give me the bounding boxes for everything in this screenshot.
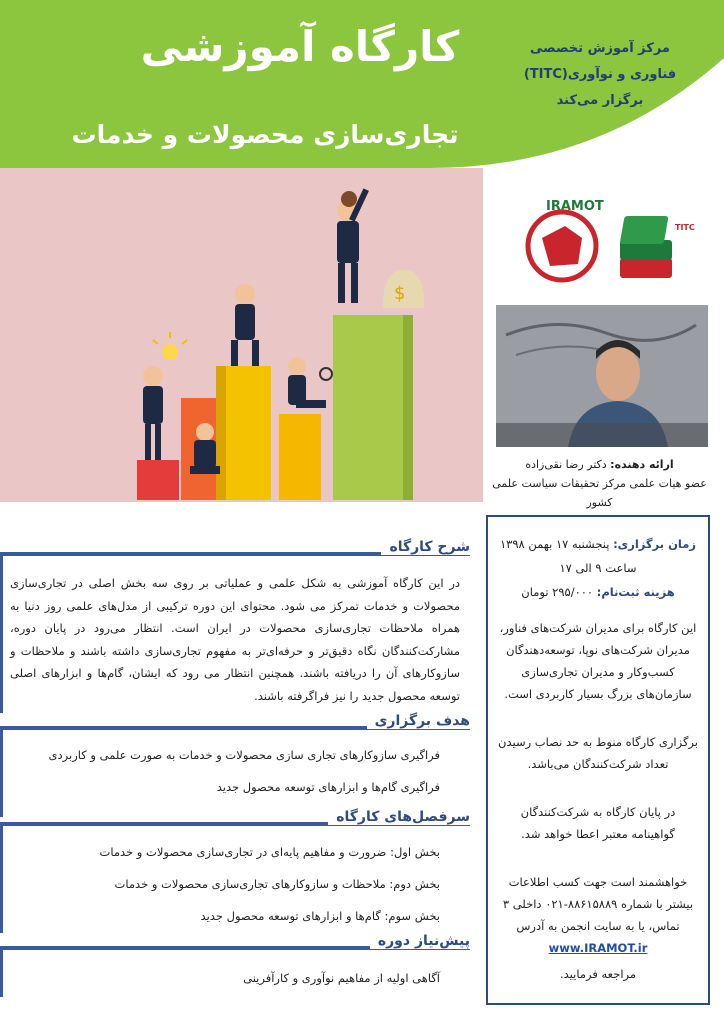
presenter-info xyxy=(483,455,716,512)
audience-text: این کارگاه برای مدیران شرکت‌های فناور، مدیران شرکت‌های نوپا، توسعه‌دهندگان کسب‌وکار و مدیران تجاری‌سازی سازمان‌های بزرگ بسیار کاربردی است. xyxy=(499,621,697,701)
fee-line xyxy=(498,581,698,603)
contact-text: خواهشمند است جهت کسب اطلاعات بیشتر با شماره ۸۸۶۱۵۸۸۹-۰۲۱ داخلی ۳ تماس، یا به سایت انجمن به آدرس xyxy=(502,875,694,933)
organizer-line-1: مرکز آموزش تخصصی xyxy=(530,41,670,56)
presenter-name-line xyxy=(483,455,716,474)
event-info-box xyxy=(486,515,710,1005)
presenter-affiliation: عضو هیات علمی مرکز تحقیقات سیاست علمی کشور xyxy=(492,477,707,509)
section-description-header xyxy=(0,539,470,563)
presenter-photo-image xyxy=(496,305,708,447)
outline-item: بخش اول: ضرورت و مفاهیم پایه‌ای در تجاری‌سازی محصولات و خدمات xyxy=(99,845,440,859)
section-prereq-list xyxy=(10,969,460,1001)
titc-logo-text: TITC xyxy=(675,223,695,232)
presenter-name: دکتر رضا نقی‌زاده xyxy=(525,458,607,471)
svg-text:$: $ xyxy=(394,283,406,304)
section-outline-title: سرفصل‌های کارگاه xyxy=(328,809,470,825)
section-outline-list xyxy=(10,843,460,939)
workshop-title: کارگاه آموزشی xyxy=(140,22,460,71)
website-link[interactable]: www.IRAMOT.ir xyxy=(548,941,648,955)
certificate-text: در پایان کارگاه به شرکت‌کنندگان گواهینامه معتبر اعطا خواهد شد. xyxy=(520,805,676,841)
iramot-titc-logos xyxy=(520,198,700,298)
organizer-text xyxy=(500,36,700,114)
growth-bars-image xyxy=(0,168,483,502)
section-description-title: شرح کارگاه xyxy=(381,539,470,555)
section-side-bar xyxy=(0,553,3,713)
header-banner xyxy=(0,0,724,168)
presenter-label: ارائه دهنده: xyxy=(610,458,674,471)
fee-value: ۲۹۵/۰۰۰ تومان xyxy=(521,585,594,599)
date-value: پنجشنبه ۱۷ بهمن ۱۳۹۸ xyxy=(500,537,610,551)
date-line xyxy=(498,533,698,555)
section-prereq-header xyxy=(0,933,470,957)
workshop-subtitle: تجاری‌سازی محصولات و خدمات xyxy=(71,120,459,149)
section-description-text: در این کارگاه آموزشی به شکل علمی و عملیاتی بر روی سه بخش اصلی در تجاری‌سازی محصولات و خدمات تمرکز می شود. محتوای این دوره ترکیبی از مدل‌های علمی روز دنیا به همراه ملاحظات تجاری‌سازی محصولات در ایران است. انتظار می‌رود در پایان دوره، مشارکت‌کنندگان نگاه دقیق‌تر و حرفه‌ای‌تر به مفهوم تجاری‌سازی داشته باشند و ملاحظات و سازوکارهای آن را دریافته باشند. همچنین انتظار می رود که ایشان، گام‌ها و ابزارهای اصلی توسعه محصول جدید را نیز فراگرفته باشند. xyxy=(10,576,460,703)
condition-text: برگزاری کارگاه منوط به حد نصاب رسیدن تعداد شرکت‌کنندگان می‌باشد. xyxy=(498,735,698,771)
prereq-item: آگاهی اولیه از مفاهیم نوآوری و کارآفرینی xyxy=(243,971,440,985)
website-line xyxy=(498,937,698,959)
section-goal-list xyxy=(10,746,460,810)
section-prereq-title: پیش‌نیاز دوره xyxy=(370,933,470,949)
growth-illustration xyxy=(0,168,483,502)
date-label: زمان برگزاری: xyxy=(613,537,696,551)
iramot-logo-text: IRAMOT xyxy=(546,199,604,214)
section-side-bar xyxy=(0,823,3,933)
closing-text: مراجعه فرمایید. xyxy=(559,967,637,981)
presenter-photo xyxy=(496,305,708,447)
outline-item: بخش دوم: ملاحظات و سازوکارهای تجاری‌سازی محصولات و خدمات xyxy=(114,877,440,891)
time-line: ساعت ۹ الی ۱۷ xyxy=(559,561,637,575)
goal-item: فراگیری گام‌ها و ابزارهای توسعه محصول جدید xyxy=(216,780,440,794)
section-side-bar xyxy=(0,727,3,817)
fee-label: هزینه ثبت‌نام: xyxy=(596,585,675,599)
organizer-line-3: برگزار می‌کند xyxy=(556,93,644,108)
section-goal-header xyxy=(0,713,470,737)
goal-item: فراگیری سازوکارهای تجاری سازی محصولات و خدمات به صورت علمی و کاربردی xyxy=(48,748,440,762)
organizer-line-2: فناوری و نوآوری(TITC) xyxy=(523,67,677,82)
section-goal-title: هدف برگزاری xyxy=(367,713,470,729)
outline-item: بخش سوم: گام‌ها و ابزارهای توسعه محصول جدید xyxy=(200,909,440,923)
section-side-bar xyxy=(0,947,3,997)
partner-logos xyxy=(520,198,700,298)
section-outline-header xyxy=(0,809,470,833)
